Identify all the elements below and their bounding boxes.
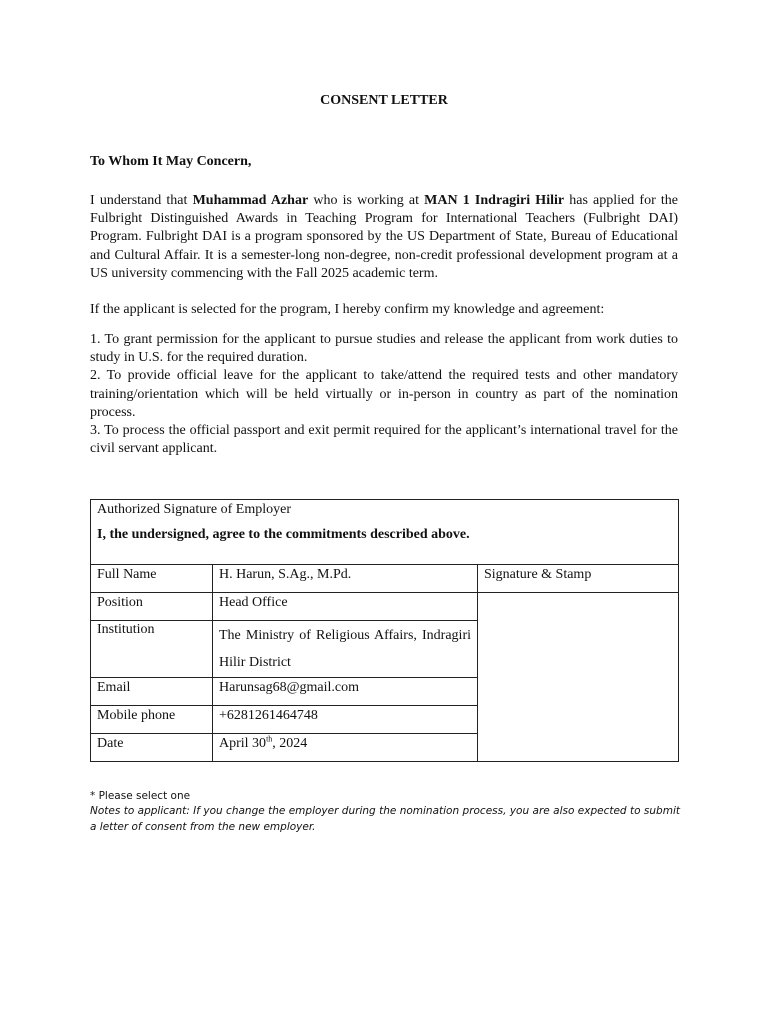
- institution-value: The Ministry of Religious Affairs, Indragiri Hilir District: [213, 621, 478, 678]
- intro-paragraph: [90, 192, 678, 283]
- intro-text-1: I understand that: [90, 193, 193, 208]
- email-label: Email: [91, 678, 213, 706]
- applicant-workplace: MAN 1 Indragiri Hilir: [424, 193, 565, 208]
- commitments-list: [90, 331, 678, 458]
- intro-text-2: who is working at: [308, 193, 425, 208]
- authorized-signature-label: Authorized Signature of Employer: [97, 502, 292, 517]
- date-value: [213, 734, 478, 762]
- document-title: CONSENT LETTER: [320, 93, 448, 108]
- agreement-paragraph: If the applicant is selected for the program, I hereby confirm my knowledge and agreement:: [90, 302, 605, 317]
- table-header-cell: [91, 500, 679, 565]
- mobile-phone-value: +6281261464748: [213, 706, 478, 734]
- salutation: To Whom It May Concern,: [90, 154, 252, 169]
- signature-stamp-area: [478, 593, 679, 762]
- applicant-note: Notes to applicant: If you change the employer during the nomination process, you are also expected to submit a letter of consent from the new employer.: [90, 805, 680, 833]
- date-ordinal-suffix: th: [266, 734, 273, 744]
- commitment-item: 3. To process the official passport and exit permit required for the applicant’s international travel for the civil servant applicant.: [90, 423, 678, 457]
- full-name-value: H. Harun, S.Ag., M.Pd.: [213, 565, 478, 593]
- date-day: April 30: [219, 736, 267, 751]
- email-value: Harunsag68@gmail.com: [213, 678, 478, 706]
- date-label: Date: [91, 734, 213, 762]
- employer-signature-table: [90, 499, 679, 762]
- select-note: * Please select one: [90, 790, 191, 802]
- commitment-item: 2. To provide official leave for the applicant to take/attend the required tests and other mandatory training/orientation which will be held virtually or in-person in country as part of the nomination process.: [90, 368, 678, 420]
- intro-text-3: has applied for the Fulbright Distinguished Awards in Teaching Program for International Teachers (Fulbright DAI) Program. Fulbright DAI is a program sponsored by the US Department of State, Bureau of Educational and Cultural Affair. It is a semester-long non-degree, non-credit professional development program at a US university commencing with the Fall 2025 academic term.: [90, 193, 678, 281]
- applicant-name: Muhammad Azhar: [192, 193, 309, 208]
- mobile-phone-label: Mobile phone: [91, 706, 213, 734]
- agreement-statement: I, the undersigned, agree to the commitments described above.: [97, 527, 470, 542]
- position-label: Position: [91, 593, 213, 621]
- commitment-item: 1. To grant permission for the applicant to pursue studies and release the applicant from work duties to study in U.S. for the required duration.: [90, 332, 678, 366]
- signature-stamp-label: Signature & Stamp: [478, 565, 679, 593]
- institution-label: Institution: [91, 621, 213, 678]
- date-year: , 2024: [272, 736, 308, 751]
- full-name-label: Full Name: [91, 565, 213, 593]
- position-value: Head Office: [213, 593, 478, 621]
